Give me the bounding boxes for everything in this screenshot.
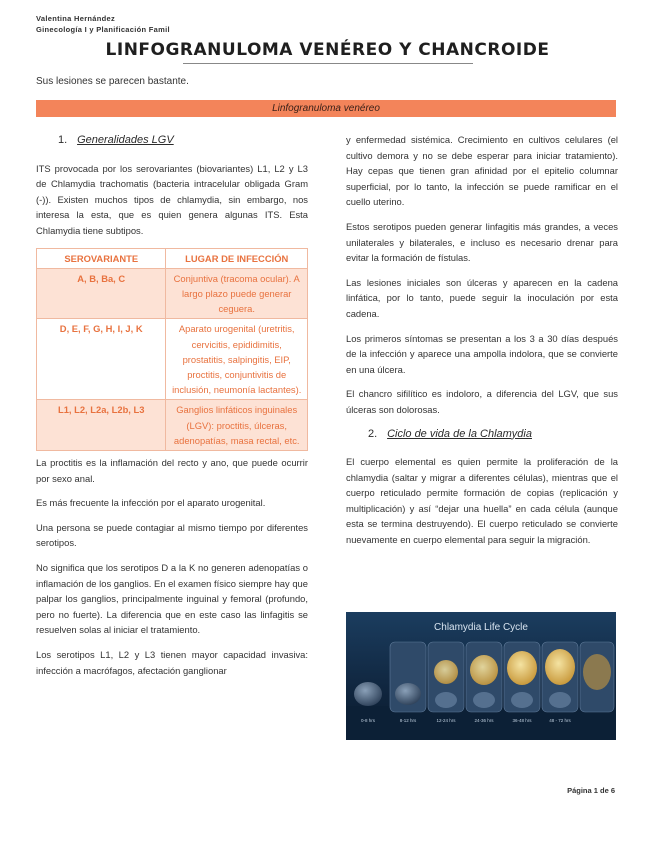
figure-stage-label: 48 - 72 hrs <box>549 718 571 723</box>
right-paragraph: Las lesiones iniciales son úlceras y aparecen en la cadena linfática, por lo tanto, puede seguir la inoculación por esta cadena. <box>346 276 618 319</box>
section2-heading <box>368 427 618 443</box>
figure-stage-label: 12-24 hrs <box>436 718 456 723</box>
header-author: Valentina Hernández <box>36 14 116 23</box>
figure-stage-label: 36-48 hrs <box>512 718 532 723</box>
table-header-site: LUGAR DE INFECCIÓN <box>166 248 308 268</box>
header-course: Ginecología I y Planificación Famil <box>36 25 170 34</box>
page-footer: Página 1 de 6 <box>567 786 615 795</box>
right-paragraph: El chancro sifilítico es indoloro, a diferencia del LGV, que sus úlceras son dolorosas. <box>346 388 618 415</box>
left-column <box>36 133 308 687</box>
table-cell-serovar: L1, L2, L2a, L2b, L3 <box>37 400 166 451</box>
right-paragraph: Los primeros síntomas se presentan a los 3 a 30 días después de la infección y aparece una ampolla indolora, que se convierte en una úlcera. <box>346 332 618 375</box>
table-cell-serovar: A, B, Ba, C <box>37 268 166 319</box>
table-row <box>37 400 308 451</box>
section1-number: 1. <box>58 134 68 146</box>
section2-number: 2. <box>368 427 378 440</box>
table-header-serovar: SEROVARIANTE <box>37 248 166 268</box>
figure-stage-label: 8-12 hrs <box>399 718 417 723</box>
table-header-row <box>37 248 308 268</box>
section-banner <box>36 100 616 117</box>
left-paragraph: La proctitis es la inflamación del recto y ano, que puede ocurrir por sexo anal. <box>36 457 308 484</box>
left-paragraph: Una persona se puede contagiar al mismo tiempo por diferentes serotipos. <box>36 521 308 549</box>
figure-title: Chlamydia Life Cycle <box>434 622 528 633</box>
right-paragraph: Estos serotipos pueden generar linfagitis más grandes, a veces unilaterales y bilaterales, e incluso es necesario drenar para evitar la formación de fístulas. <box>346 220 618 264</box>
table-cell-site: Conjuntiva (tracoma ocular). A largo plazo puede generar ceguera. <box>166 268 308 319</box>
section1-label: Generalidades LGV <box>77 134 174 146</box>
table-cell-site: Aparato urogenital (uretritis, cervicitis, epididimitis, prostatitis, salpingitis, EIP, proctitis, conjuntivitis de inclusión, neumonía lactantes). <box>166 319 308 400</box>
life-cycle-illustration <box>346 612 616 740</box>
table-row <box>37 319 308 400</box>
right-paragraph: El cuerpo elemental es quien permite la proliferación de la chlamydia (saltar y migrar a diferentes células), mientras que el cuerpo reticulado permite formación de copias (replicación y multiplicación) y así “dejar una huella” en cada célula (aunque esta se termina destruyendo). El cuerpo reticulado se convierte nuevamente en cuerpo elemental para seguir la migración. <box>346 456 618 546</box>
page-title: LINFOGRANULOMA VENÉREO Y CHANCROIDE <box>105 40 550 60</box>
left-paragraph: Es más frecuente la infección por el aparato urogenital. <box>36 497 266 509</box>
left-paragraph: No significa que los serotipos D a la K no generen adenopatías o inflamación de los ganglios. En el examen físico siempre hay que palpar los ganglios, principalmente inguinal y femoral (profundo, pero no fuerte). La diferencia que en este caso las linfagitis se resuelven solas al iniciar el tratamiento. <box>36 561 308 636</box>
figure-stage-label: 0-8 hrs <box>360 718 376 723</box>
right-column <box>346 132 618 557</box>
serovar-table <box>36 248 308 451</box>
section-banner-label: Linfogranuloma venéreo <box>272 103 380 114</box>
table-cell-site: Ganglios linfáticos inguinales (LGV): proctitis, úlceras, adenopatías, masa rectal, etc. <box>166 400 308 451</box>
table-row <box>37 268 308 319</box>
section2-label: Ciclo de vida de la Chlamydia <box>387 427 532 440</box>
left-paragraph: ITS provocada por los serovariantes (biovariantes) L1, L2 y L3 de Chlamydia trachomatis (bacteria intracelular obligada Gram (-)). Existen muchos tipos de chlamydia, sin embargo, nos interesa la esta, que es quien genera algunas ITS. Esta Chlamydia tiene subtipos. <box>36 162 308 236</box>
table-cell-serovar: D, E, F, G, H, I, J, K <box>37 319 166 400</box>
intro-text: Sus lesiones se parecen bastante. <box>36 76 189 87</box>
chlamydia-life-cycle-figure <box>346 612 616 740</box>
right-paragraph: y enfermedad sistémica. Crecimiento en cultivos celulares (el cultivo demora y no se debe esperar para iniciar tratamiento). Hay cepas que tienen gran afinidad por el epitelio columnar superficial, por lo tanto, la infección se puede ramificar en el cuello uterino. <box>346 134 618 208</box>
left-paragraph: Los serotipos L1, L2 y L3 tienen mayor capacidad invasiva: infección a macrófagos, afectación ganglionar <box>36 648 308 676</box>
figure-stage-label: 24-36 hrs <box>474 718 494 723</box>
title-underline <box>183 63 473 64</box>
section1-heading <box>58 133 308 149</box>
